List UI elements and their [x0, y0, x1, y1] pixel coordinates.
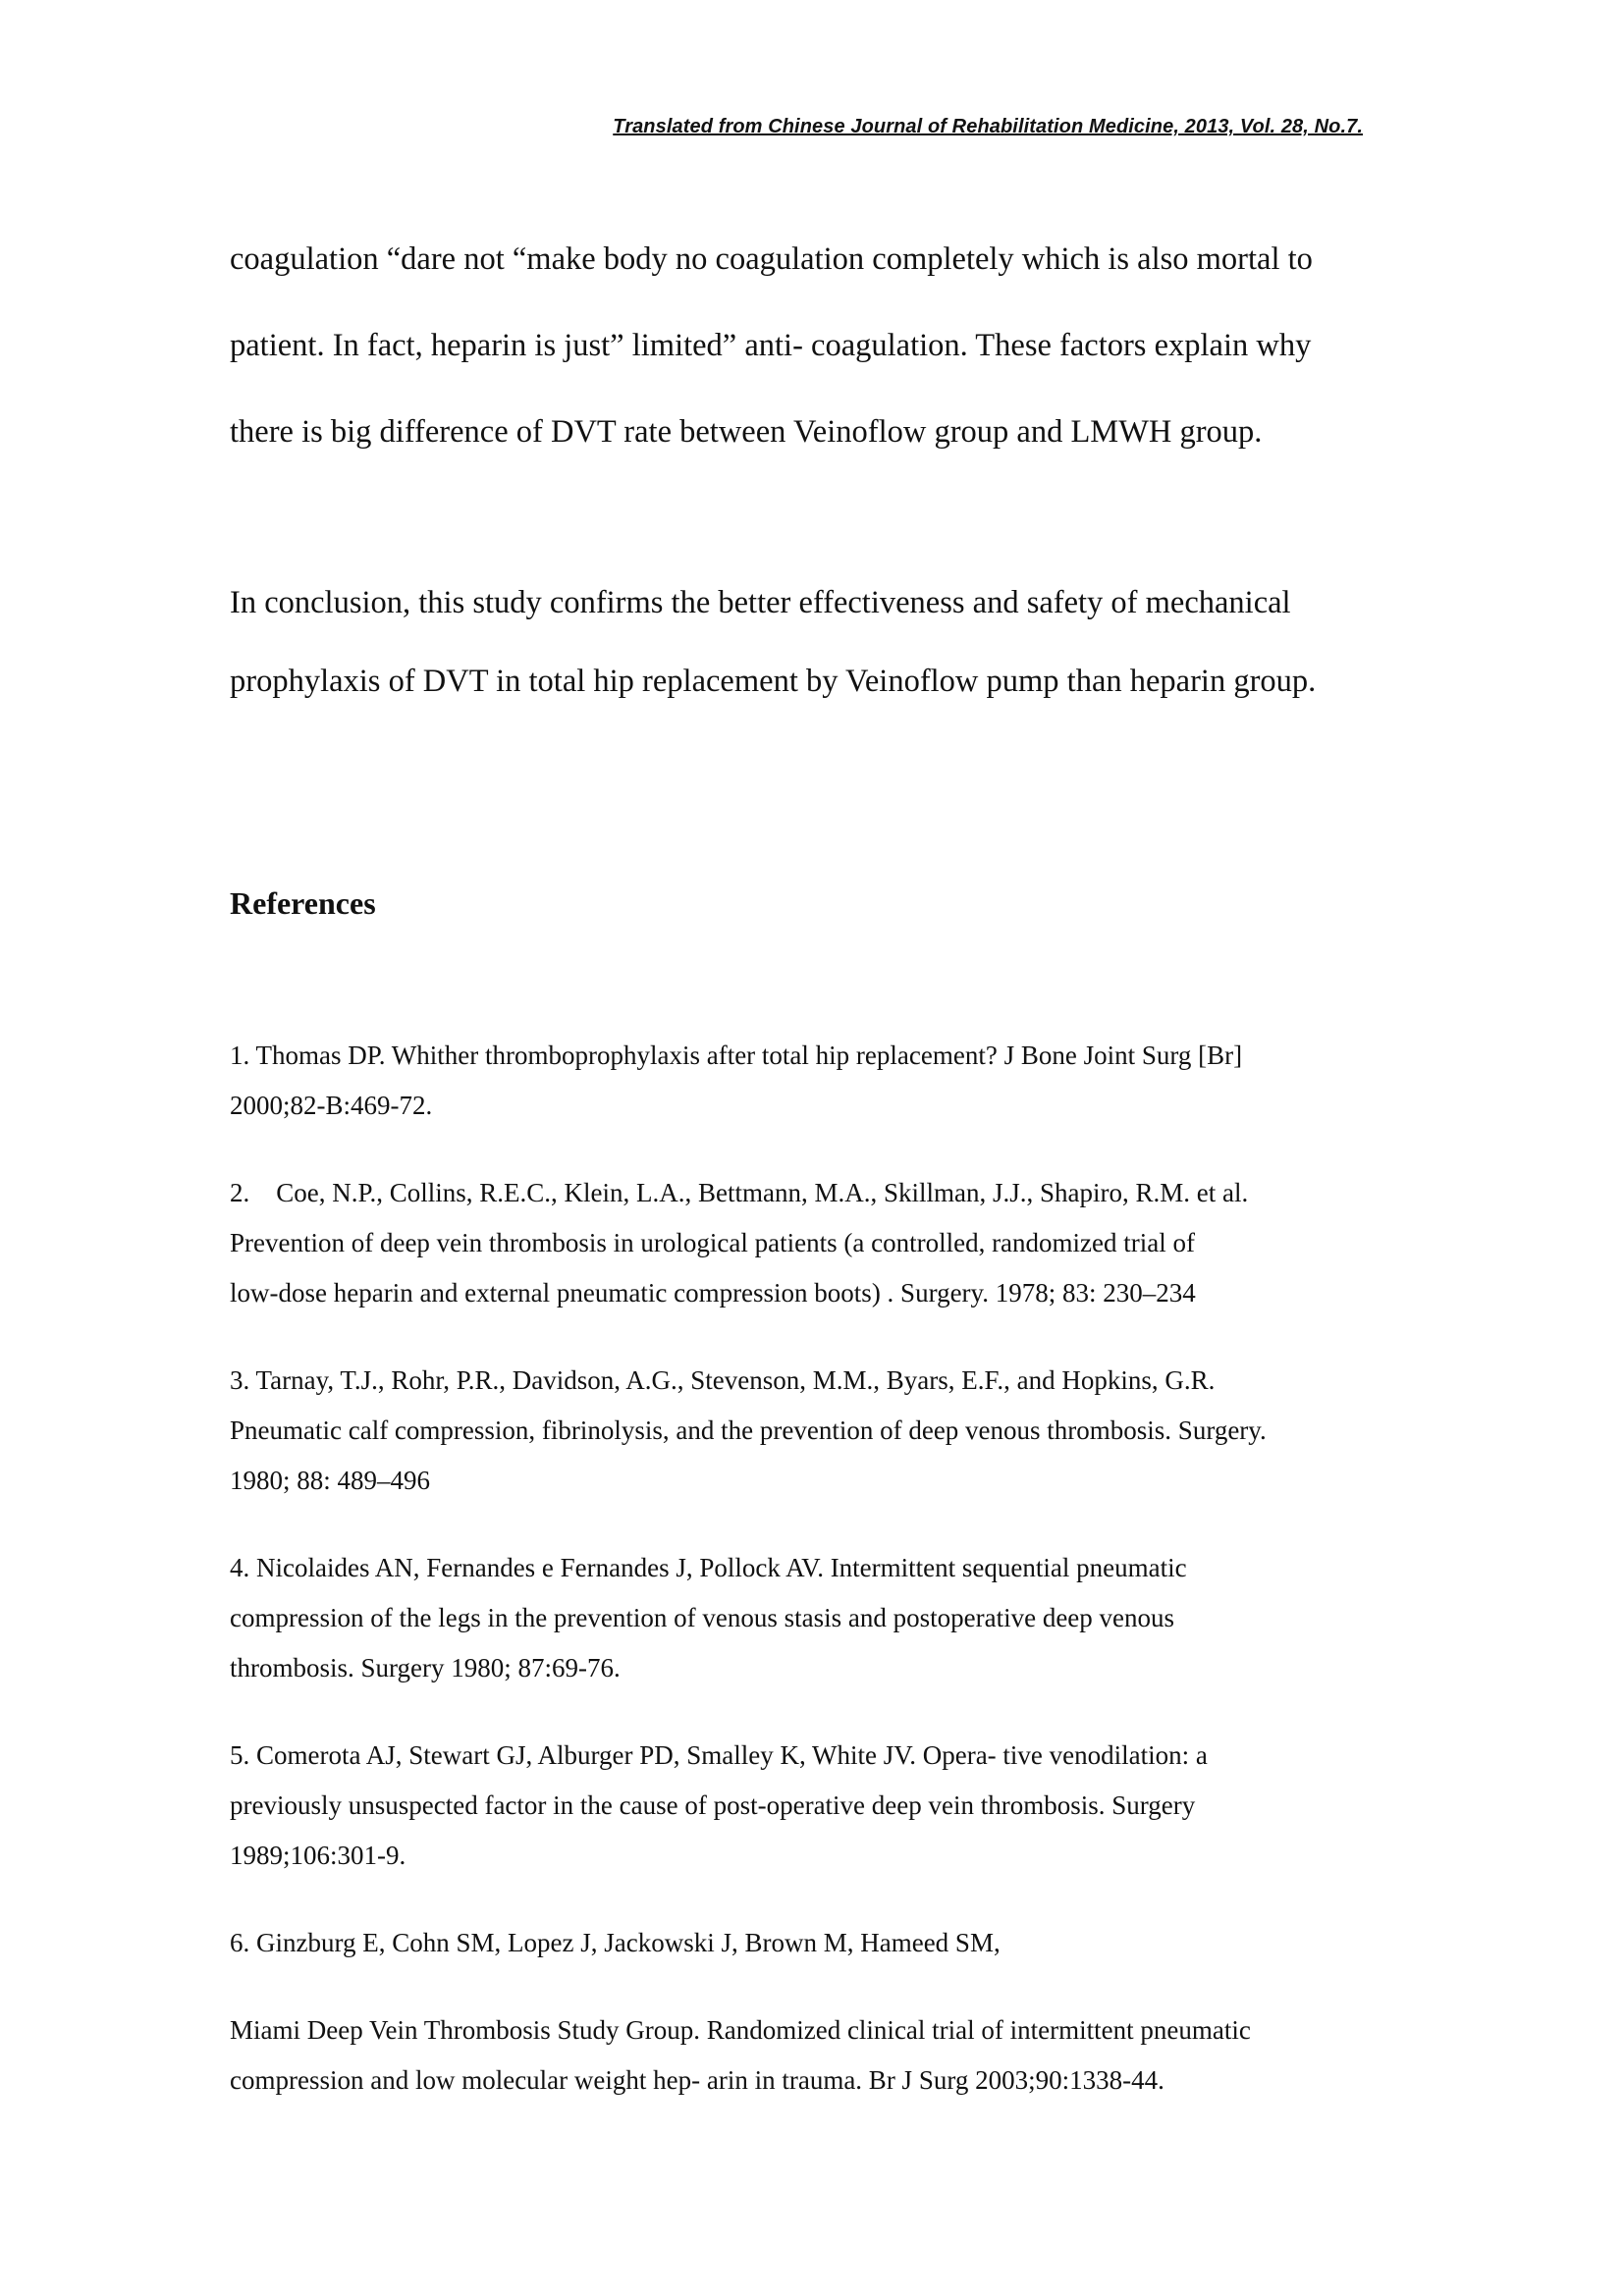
- reference-line: 3. Tarnay, T.J., Rohr, P.R., Davidson, A.G., Stevenson, M.M., Byars, E.F., and Hopkins, G.R.: [230, 1365, 1216, 1395]
- reference-item-6: [230, 1918, 1398, 1968]
- reference-line: Prevention of deep vein thrombosis in urological patients (a controlled, randomized trial of: [230, 1228, 1195, 1257]
- reference-line: compression and low molecular weight hep- arin in trauma. Br J Surg 2003;90:1338-44.: [230, 2065, 1164, 2095]
- reference-item-3: [230, 1356, 1398, 1506]
- reference-line: thrombosis. Surgery 1980; 87:69-76.: [230, 1653, 621, 1682]
- references-heading: References: [230, 885, 376, 921]
- reference-item-6-continued: [230, 2005, 1398, 2106]
- reference-item-5: [230, 1731, 1398, 1881]
- reference-line: 5. Comerota AJ, Stewart GJ, Alburger PD, Smalley K, White JV. Opera- tive venodilation: a: [230, 1740, 1208, 1770]
- paragraph-line: there is big difference of DVT rate between Veinoflow group and LMWH group.: [230, 414, 1263, 450]
- paragraph-line: coagulation “dare not “make body no coagulation completely which is also mortal to: [230, 241, 1313, 277]
- reference-item-1: [230, 1031, 1398, 1131]
- body-paragraph-2: [230, 563, 1398, 721]
- reference-line: 6. Ginzburg E, Cohn SM, Lopez J, Jackowski J, Brown M, Hameed SM,: [230, 1928, 1001, 1957]
- reference-line: 1989;106:301-9.: [230, 1841, 406, 1870]
- reference-line: previously unsuspected factor in the cause of post-operative deep vein thrombosis. Surgery: [230, 1790, 1196, 1820]
- reference-line: 2. Coe, N.P., Collins, R.E.C., Klein, L.A., Bettmann, M.A., Skillman, J.J., Shapiro, R.M. et al.: [230, 1178, 1249, 1207]
- reference-line: Miami Deep Vein Thrombosis Study Group. Randomized clinical trial of intermittent pneumatic: [230, 2015, 1251, 2045]
- paragraph-line: prophylaxis of DVT in total hip replacement by Veinoflow pump than heparin group.: [230, 664, 1317, 699]
- body-paragraph-1: [230, 216, 1398, 475]
- reference-line: 4. Nicolaides AN, Fernandes e Fernandes J, Pollock AV. Intermittent sequential pneumatic: [230, 1553, 1187, 1582]
- reference-item-4: [230, 1543, 1398, 1693]
- reference-list: [230, 1031, 1398, 2143]
- paragraph-line: In conclusion, this study confirms the better effectiveness and safety of mechanical: [230, 585, 1291, 620]
- running-header: Translated from Chinese Journal of Rehabilitation Medicine, 2013, Vol. 28, No.7.: [613, 116, 1363, 137]
- reference-line: compression of the legs in the prevention of venous stasis and postoperative deep venous: [230, 1603, 1175, 1632]
- reference-line: 1980; 88: 489–496: [230, 1466, 431, 1495]
- reference-line: 1. Thomas DP. Whither thromboprophylaxis after total hip replacement? J Bone Joint Surg [Br]: [230, 1041, 1243, 1070]
- reference-line: 2000;82-B:469-72.: [230, 1091, 433, 1120]
- reference-line: low-dose heparin and external pneumatic compression boots) . Surgery. 1978; 83: 230–234: [230, 1278, 1196, 1308]
- reference-line: Pneumatic calf compression, fibrinolysis, and the prevention of deep venous thrombosis. Surgery.: [230, 1415, 1267, 1445]
- reference-item-2: [230, 1168, 1398, 1318]
- paragraph-line: patient. In fact, heparin is just” limited” anti- coagulation. These factors explain why: [230, 328, 1312, 363]
